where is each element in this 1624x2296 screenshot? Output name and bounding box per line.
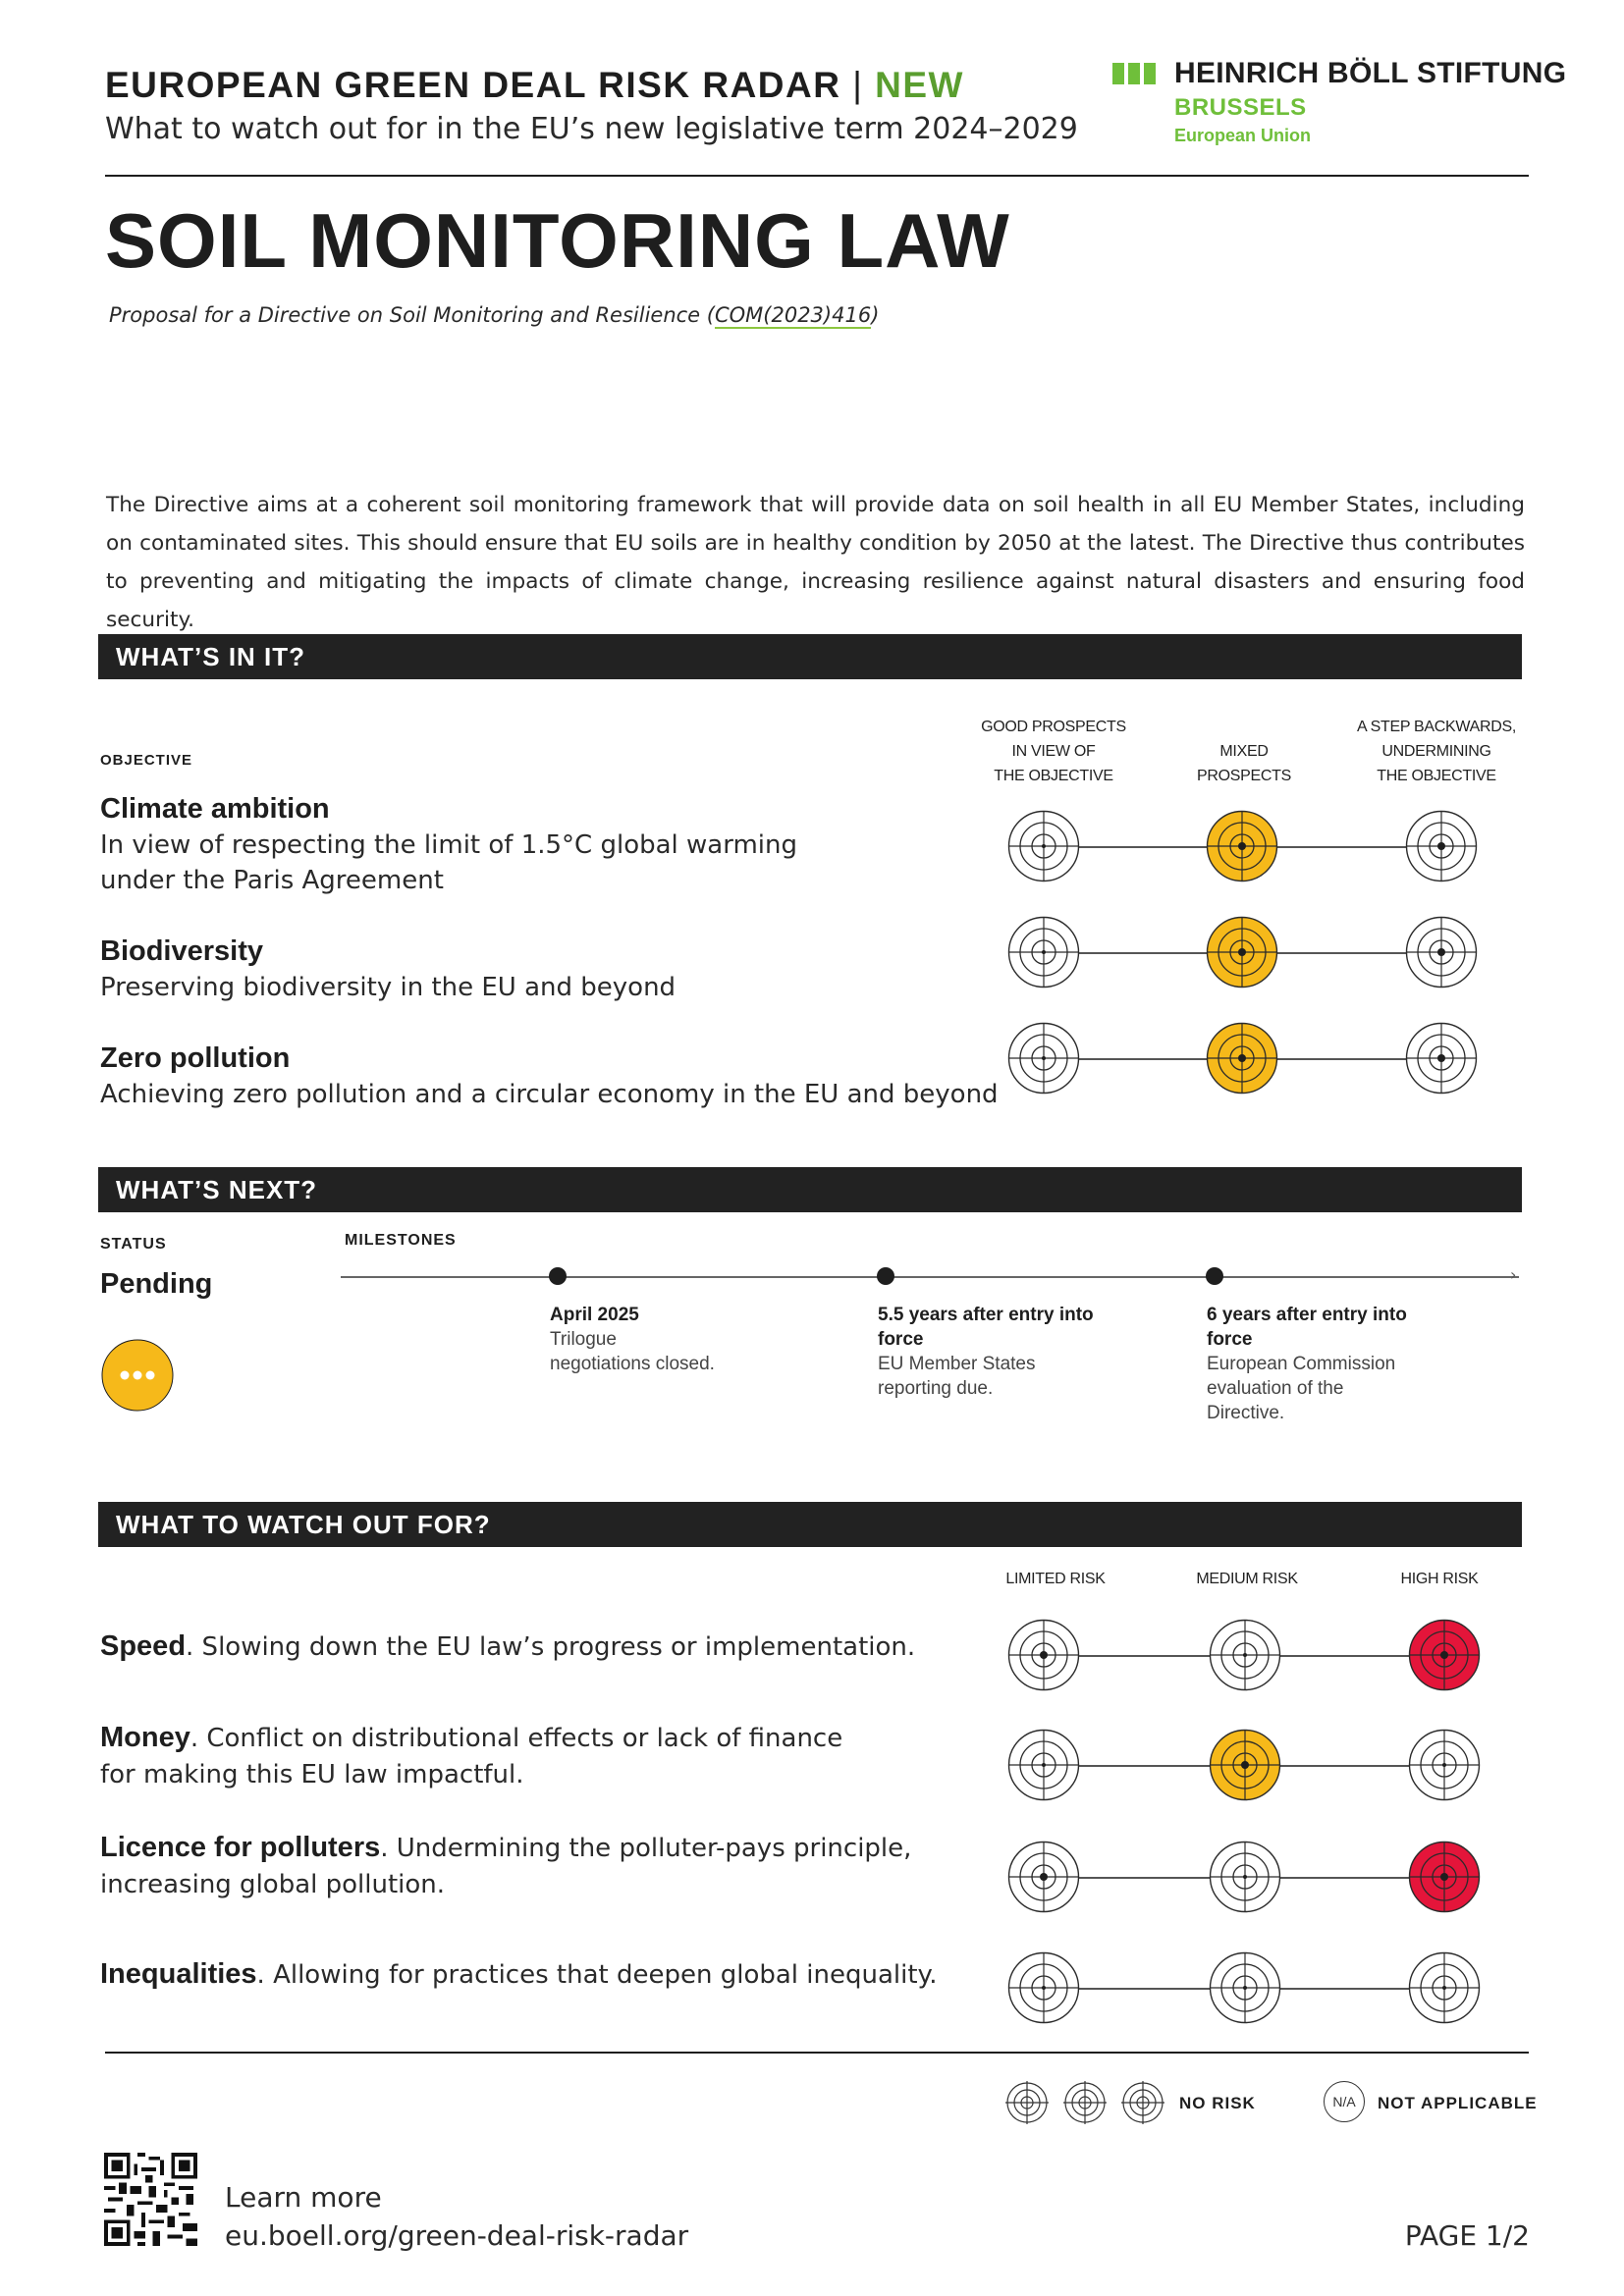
objective-title: Biodiversity (100, 935, 263, 967)
section-heading-whats-next: WHAT’S NEXT? (116, 1175, 318, 1204)
qr-code (104, 2153, 197, 2246)
target-good-biodiversity (1007, 916, 1080, 988)
milestones-timeline (341, 1276, 1519, 1278)
legend-not-applicable (1324, 2081, 1538, 2124)
series-subtitle: What to watch out for in the EU’s new legislative term 2024–2029 (105, 112, 1078, 146)
column-head-mixed-prospects: MIXED PROSPECTS (1197, 743, 1291, 784)
legend-no-risk-label: NO RISK (1179, 2094, 1256, 2112)
proposal-suffix: ) (871, 303, 880, 327)
milestone-reporting: 5.5 years after entry into force EU Member States reporting due. (878, 1305, 1094, 1399)
objective-biodiversity (100, 935, 676, 1005)
section-bar-whats-next (98, 1167, 1522, 1212)
section-heading-watch-out: WHAT TO WATCH OUT FOR? (116, 1510, 491, 1539)
section-bar-whats-in-it (98, 634, 1522, 679)
target-mixed-zero-pollution (1206, 1022, 1278, 1095)
page-number: PAGE 1/2 (1404, 2219, 1530, 2252)
column-head-high-risk: HIGH RISK (1400, 1571, 1479, 1587)
objective-title: Climate ambition (100, 793, 330, 825)
target-good-zero-pollution (1007, 1022, 1080, 1095)
target-limited-speed (1007, 1619, 1080, 1691)
column-head-limited-risk: LIMITED RISK (1005, 1571, 1106, 1587)
brand-name: HEINRICH BÖLL STIFTUNG (1174, 57, 1567, 89)
target-mixed-biodiversity (1206, 916, 1278, 988)
brand-region: European Union (1174, 126, 1311, 145)
section-bar-watch-out (98, 1502, 1522, 1547)
target-high-inequalities (1408, 1951, 1481, 2024)
series-title (105, 65, 964, 106)
risk-title: Inequalities (100, 1958, 257, 1990)
risk-description-cont: for making this EU law impactful. (100, 1760, 524, 1789)
risk-title: Money (100, 1722, 190, 1753)
risk-speed (100, 1629, 964, 1666)
risk-description: . Allowing for practices that deepen global inequality. (256, 1960, 938, 1990)
target-good-climate (1007, 810, 1080, 882)
objective-description: In view of respecting the limit of 1.5°C global warming under the Paris Agreement (100, 830, 797, 895)
risk-description: . Slowing down the EU law’s progress or implementation. (186, 1632, 916, 1662)
timeline-arrow-icon: › (1510, 1265, 1517, 1284)
risk-description: . Conflict on distributional effects or lack of finance (189, 1724, 843, 1753)
brand-logo-mark (1112, 63, 1160, 84)
target-backwards-zero-pollution (1405, 1022, 1478, 1095)
risk-description-cont: increasing global pollution. (100, 1870, 446, 1899)
target-backwards-climate (1405, 810, 1478, 882)
proposal-link[interactable]: COM(2023)416 (714, 303, 872, 327)
target-medium-inequalities (1209, 1951, 1281, 2024)
target-limited-money (1007, 1729, 1080, 1801)
target-medium-licence (1209, 1841, 1281, 1913)
target-high-licence (1408, 1841, 1481, 1913)
target-high-speed (1408, 1619, 1481, 1691)
intro-paragraph: The Directive aims at a coherent soil monitoring framework that will provide data on soil health in all EU Member States, including on contaminated sites. This should ensure that EU soils are in healthy condition by 2050 at the latest. The Directive thus contributes to preventing and mitigating the impacts of climate change, increasing resilience against natural disasters and ensuring food security. (106, 493, 1525, 632)
column-head-medium-risk: MEDIUM RISK (1196, 1571, 1298, 1587)
risk-title: Licence for polluters (100, 1832, 381, 1863)
series-title-new: NEW (875, 65, 964, 105)
milestone-dot (1206, 1267, 1223, 1285)
objective-title: Zero pollution (100, 1042, 291, 1074)
brand-office: BRUSSELS (1174, 94, 1307, 121)
status-pending-icon (101, 1339, 174, 1412)
status-value: Pending (100, 1268, 213, 1300)
column-head-step-backwards: A STEP BACKWARDS, UNDERMINING THE OBJECTIVE (1356, 719, 1517, 784)
risk-licence-for-polluters (100, 1830, 964, 1903)
page-title: SOIL MONITORING LAW (105, 197, 1010, 284)
risk-title: Speed (100, 1630, 187, 1662)
legend-no-risk-icon (1004, 2081, 1181, 2124)
milestone-dot (877, 1267, 894, 1285)
column-head-good-prospects: GOOD PROSPECTS IN VIEW OF THE OBJECTIVE (981, 719, 1126, 784)
objective-label: OBJECTIVE (100, 752, 193, 769)
objective-description: Preserving biodiversity in the EU and beyond (100, 973, 677, 1002)
legend-rule (105, 2052, 1529, 2054)
legend-not-applicable-label: NOT APPLICABLE (1378, 2094, 1538, 2112)
milestone-dot (549, 1267, 567, 1285)
status-label: STATUS (100, 1236, 167, 1253)
learn-more-label: Learn more (225, 2181, 382, 2214)
learn-more-link[interactable]: eu.boell.org/green-deal-risk-radar (225, 2219, 689, 2252)
legend-no-risk (1004, 2081, 1338, 2124)
milestone-april-2025: April 2025 Trilogue negotiations closed. (550, 1305, 715, 1374)
objective-climate (100, 793, 797, 898)
target-high-money (1408, 1729, 1481, 1801)
risk-money (100, 1720, 964, 1793)
objective-description: Achieving zero pollution and a circular economy in the EU and beyond (100, 1080, 999, 1109)
risk-inequalities (100, 1956, 964, 1994)
objective-zero-pollution (100, 1042, 999, 1112)
milestone-evaluation: 6 years after entry into force European Commission evaluation of the Directive. (1207, 1305, 1407, 1423)
target-medium-money (1209, 1729, 1281, 1801)
risk-description: . Undermining the polluter-pays principle, (380, 1834, 912, 1863)
target-mixed-climate (1206, 810, 1278, 882)
series-title-separator: | (852, 65, 864, 105)
proposal-reference (109, 303, 879, 327)
header-rule (105, 175, 1529, 177)
section-heading-whats-in-it: WHAT’S IN IT? (116, 642, 306, 671)
milestones-label: MILESTONES (345, 1232, 457, 1249)
target-backwards-biodiversity (1405, 916, 1478, 988)
target-limited-inequalities (1007, 1951, 1080, 2024)
brand-logo (1112, 57, 1567, 155)
series-title-main: EUROPEAN GREEN DEAL RISK RADAR (105, 65, 841, 105)
target-limited-licence (1007, 1841, 1080, 1913)
proposal-prefix: Proposal for a Directive on Soil Monitoring and Resilience ( (109, 303, 715, 327)
na-icon: N/A (1324, 2081, 1365, 2122)
target-medium-speed (1209, 1619, 1281, 1691)
